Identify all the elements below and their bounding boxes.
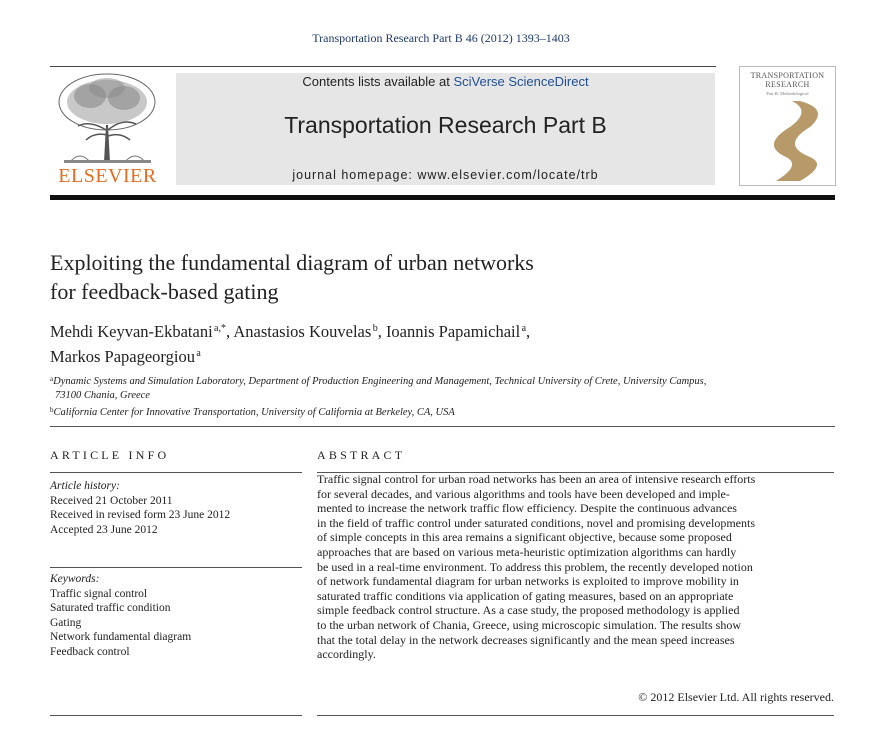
header-bottom-rule [50, 195, 835, 200]
elsevier-tree-icon [50, 70, 165, 166]
article-history [50, 479, 302, 537]
keyword-item: Feedback control [50, 645, 130, 658]
affiliation-item [50, 403, 830, 420]
keyword-item: Network fundamental diagram [50, 631, 192, 643]
author-name[interactable]: Markos Papageorgiou [50, 347, 195, 366]
author-affiliation-marker[interactable]: a [521, 323, 527, 334]
abstract-line: for several decades, and various algorithms and tools have been developed and imple- [317, 486, 730, 501]
cover-title-line2: RESEARCH [765, 80, 810, 89]
section-rule [50, 426, 835, 427]
author-separator: , [526, 322, 531, 341]
affiliation-item [50, 372, 830, 389]
homepage-link[interactable]: www.elsevier.com/locate/trb [417, 168, 599, 182]
abstract-line: of network fundamental diagram for urban networks is exploited to improve mobility in [317, 574, 739, 589]
abstract-bottom-rule [317, 715, 834, 716]
keyword-item: Gating [50, 616, 82, 629]
header-top-rule [50, 66, 716, 67]
article-history-label: Article history: [50, 480, 120, 492]
keywords-label: Keywords: [50, 573, 100, 585]
author-list [50, 318, 830, 368]
elsevier-wordmark: ELSEVIER [58, 165, 157, 187]
article-info-rule [50, 472, 302, 473]
homepage-label: journal homepage: [292, 168, 418, 182]
affiliation-text: Dynamic Systems and Simulation Laboratory, Department of Production Engineering and Management, Technical University of Crete, University Campus, [53, 376, 707, 387]
abstract-line: of simple concepts in this area remains a significant objective, because some proposed [317, 530, 732, 545]
journal-cover-thumbnail [739, 66, 836, 186]
keywords-rule [50, 567, 302, 568]
article-info-bottom-rule [50, 715, 302, 716]
cover-title [740, 71, 835, 89]
abstract-text [317, 472, 834, 662]
cover-title-line1: TRANSPORTATION [750, 71, 825, 80]
journal-citation: Transportation Research Part B 46 (2012) 1393–1403 [312, 31, 570, 45]
affiliation-marker: b [50, 406, 54, 414]
contents-prefix: Contents lists available at [302, 74, 454, 89]
keyword-item: Traffic signal control [50, 587, 148, 600]
author-affiliation-marker[interactable]: a [196, 348, 201, 359]
abstract-line: be used in a real-time environment. To address this problem, the recently developed notion [317, 559, 753, 574]
copyright-notice: © 2012 Elsevier Ltd. All rights reserved. [638, 690, 834, 704]
keyword-list [50, 572, 302, 659]
history-revised: Received in revised form 23 June 2012 [50, 509, 231, 521]
history-accepted: Accepted 23 June 2012 [50, 523, 158, 536]
abstract-line: to the urban network of Chania, Greece, using microscopic simulation. The results show [317, 617, 742, 632]
affiliation-text: California Center for Innovative Transportation, University of California at Berkeley, CA, USA [53, 407, 455, 418]
elsevier-logo [50, 70, 165, 190]
abstract-line: approaches that are based on various meta-heuristic optimization algorithms can hardly [317, 544, 737, 559]
cover-road-icon [740, 97, 835, 183]
affiliation-list [50, 372, 830, 420]
author-affiliation-marker[interactable]: a,* [214, 323, 226, 334]
contents-availability [176, 74, 715, 89]
journal-title: Transportation Research Part B [284, 112, 607, 138]
cover-subtitle: Part B: Methodological [766, 91, 809, 96]
paper-title-line2: for feedback-based gating [50, 279, 279, 304]
abstract-line: saturated traffic conditions via application of gating measures, based on an appropriate [317, 588, 734, 603]
author-name[interactable]: Mehdi Keyvan-Ekbatani [50, 322, 213, 341]
paper-title [50, 248, 830, 306]
abstract-heading: ABSTRACT [317, 448, 406, 462]
author-separator: , [226, 322, 234, 341]
abstract-line: that the total delay in the network decreases significantly and the mean speed increases [317, 632, 735, 647]
abstract-line: Traffic signal control for urban road networks has been an area of intensive research efforts [317, 472, 756, 486]
abstract-line: in the field of traffic control under saturated conditions, novel and promising developments [317, 515, 755, 530]
author-name[interactable]: Anastasios Kouvelas [233, 322, 372, 341]
abstract-line: mented to increase the network traffic flow efficiency. Despite the continuous advances [317, 501, 737, 516]
affiliation-marker: a [50, 375, 54, 383]
article-info-heading: ARTICLE INFO [50, 448, 170, 462]
author-name[interactable]: Ioannis Papamichail [385, 322, 521, 341]
author-separator: , [377, 322, 386, 341]
author-affiliation-marker[interactable]: b [372, 323, 378, 334]
affiliation-continuation: 73100 Chania, Greece [55, 390, 150, 401]
abstract-line: accordingly. [317, 647, 376, 662]
journal-homepage [176, 168, 715, 182]
paper-title-line1: Exploiting the fundamental diagram of urban networks [50, 250, 534, 275]
sciencedirect-link[interactable]: SciVerse ScienceDirect [453, 74, 589, 89]
abstract-line: simple feedback control structure. As a case study, the proposed methodology is applied [317, 603, 740, 618]
keyword-item: Saturated traffic condition [50, 602, 171, 614]
history-received: Received 21 October 2011 [50, 494, 173, 507]
